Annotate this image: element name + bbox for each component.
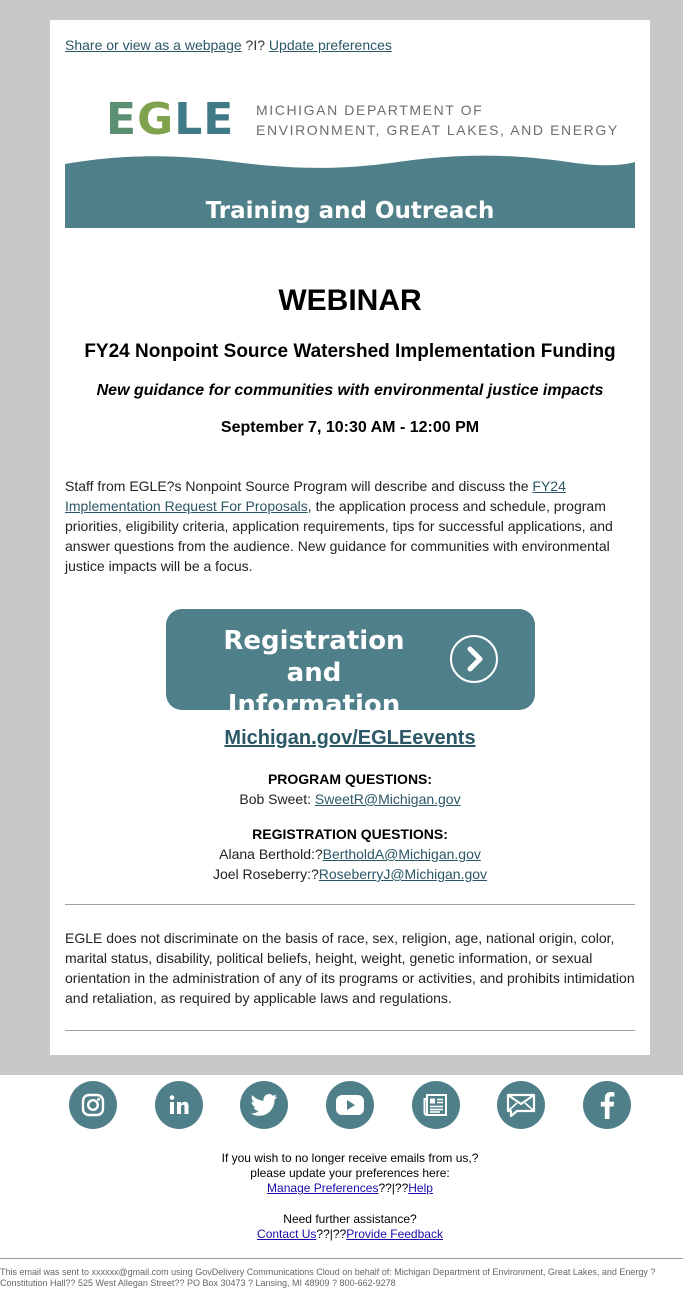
logo-letter: G xyxy=(137,94,175,145)
events-site-link[interactable]: Michigan.gov/EGLEevents xyxy=(224,727,476,749)
arrow-right-icon xyxy=(450,635,498,683)
top-links xyxy=(65,37,392,53)
event-tagline: New guidance for communities with environmental justice impacts xyxy=(96,382,604,399)
footer-links-row xyxy=(0,1227,683,1242)
unsubscribe-text: If you wish to no longer receive emails from us,? xyxy=(221,1151,479,1165)
contact-name: Joel Roseberry:? xyxy=(212,866,319,882)
header-banner xyxy=(65,92,635,228)
footer xyxy=(0,1151,683,1242)
registration-button-label xyxy=(194,625,434,721)
email-card xyxy=(50,20,650,1055)
footer-separator: ??|?? xyxy=(316,1227,347,1241)
contacts-section xyxy=(50,769,650,884)
fine-print: This email was sent to xxxxxx@gmail.com using GovDelivery Communications Cloud on behalf of: Michigan Department of Environment, Great Lakes, and Energy ? Constitution Hall?? 525 West Allegan Street?? PO Box 30473 ? Lansing, MI 48909 ? 800-662-9278 xyxy=(0,1267,656,1288)
webinar-heading: WEBINAR xyxy=(278,284,422,317)
agency-name-line: MICHIGAN DEPARTMENT OF xyxy=(256,102,484,118)
egle-logo xyxy=(106,94,235,145)
logo-letter: E xyxy=(203,94,235,145)
event-description xyxy=(65,476,637,576)
contact-name: Bob Sweet: xyxy=(239,791,315,807)
events-site xyxy=(50,727,650,750)
assistance-text: Need further assistance? xyxy=(283,1212,417,1226)
program-contact xyxy=(50,789,650,809)
contact-email-link[interactable]: BertholdA@Michigan.gov xyxy=(322,846,481,862)
description-text: , the application process and schedule, program priorities, eligibility criteria, application requirements, tips for successful applications, and answer questions from the audience. New guidance for communities with environmental justice impacts will be a focus. xyxy=(65,498,613,574)
registration-questions-heading: REGISTRATION QUESTIONS: xyxy=(252,826,448,842)
email-icon[interactable] xyxy=(497,1081,545,1129)
update-preferences-link[interactable]: Update preferences xyxy=(268,37,392,53)
twitter-icon[interactable] xyxy=(240,1081,288,1129)
agency-name xyxy=(256,100,619,140)
logo-letter: E xyxy=(106,94,138,145)
divider xyxy=(0,1258,683,1259)
help-link[interactable]: Help xyxy=(408,1181,433,1195)
contact-us-link[interactable]: Contact Us xyxy=(257,1227,317,1241)
registration-contact xyxy=(50,864,650,884)
unsubscribe-text: please update your preferences here: xyxy=(250,1166,450,1180)
contact-email-link[interactable]: RoseberryJ@Michigan.gov xyxy=(318,866,488,882)
provide-feedback-link[interactable]: Provide Feedback xyxy=(346,1227,443,1241)
rfp-link[interactable]: FY24 Implementation Request For Proposals xyxy=(65,478,566,514)
youtube-icon[interactable] xyxy=(326,1081,374,1129)
footer-links-row xyxy=(0,1181,683,1196)
social-links xyxy=(0,1081,683,1131)
registration-button-line: Registration and xyxy=(223,626,405,688)
registration-button[interactable] xyxy=(166,609,535,720)
instagram-icon[interactable] xyxy=(69,1081,117,1129)
contact-email-link[interactable]: SweetR@Michigan.gov xyxy=(314,791,461,807)
top-links-separator: ?I? xyxy=(241,37,269,53)
registration-button-line: Information xyxy=(227,690,401,720)
logo-letter: L xyxy=(174,94,204,145)
contact-name: Alana Berthold:? xyxy=(219,846,323,862)
event-title: FY24 Nonpoint Source Watershed Implementation Funding xyxy=(84,341,616,362)
facebook-icon[interactable] xyxy=(583,1081,631,1129)
footer-separator: ??|?? xyxy=(378,1181,409,1195)
event-date: September 7, 10:30 AM - 12:00 PM xyxy=(220,419,480,436)
program-questions-heading: PROGRAM QUESTIONS: xyxy=(267,771,433,787)
divider xyxy=(65,904,635,905)
registration-contact xyxy=(50,844,650,864)
description-text: Staff from EGLE?s Nonpoint Source Program will describe and discuss the xyxy=(65,478,533,494)
linkedin-icon[interactable] xyxy=(155,1081,203,1129)
manage-preferences-link[interactable]: Manage Preferences xyxy=(267,1181,379,1195)
newsletter-icon[interactable] xyxy=(412,1081,460,1129)
agency-name-line: ENVIRONMENT, GREAT LAKES, AND ENERGY xyxy=(256,122,619,138)
banner-title: Training and Outreach xyxy=(205,198,495,224)
divider xyxy=(65,1030,635,1031)
nondiscrimination-statement: EGLE does not discriminate on the basis of race, sex, religion, age, national origin, color, marital status, disability, political beliefs, height, weight, genetic information, or sexual orientation in the administration of any of its programs or activities, and prohibits intimidation and retaliation, as required by applicable laws and regulations. xyxy=(65,930,635,1006)
share-link[interactable]: Share or view as a webpage xyxy=(65,37,242,53)
